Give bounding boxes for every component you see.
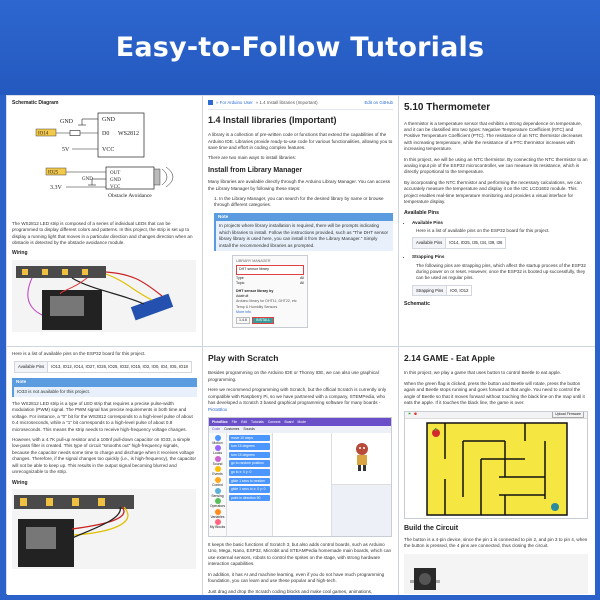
lbl-module: Obstacle Avoidance xyxy=(108,192,152,199)
wiring-photo xyxy=(12,489,196,569)
lbl-gnd-left: GND xyxy=(60,118,73,125)
category-variables[interactable]: Variables xyxy=(209,509,226,520)
app-brand: PictoBlox xyxy=(212,419,228,424)
tab-code[interactable]: Code xyxy=(212,427,221,431)
category-sound[interactable]: Sound xyxy=(209,456,226,467)
para-3: The button is a 4-pin device, since the pin 1 is connected to pin 2, and pin 3 to pin 4, when the button is pressed, the 4 pins are connected, thus closing the circuit. xyxy=(404,537,588,549)
card-schematic xyxy=(7,96,203,347)
strapping-pins-item: • Strapping Pins xyxy=(412,254,590,260)
lbl-io25: IO25 xyxy=(48,170,59,176)
para-1: Besides programming on the Arduino IDE or Thonny IDE, we can also use graphical programming. xyxy=(208,370,379,382)
lbl-out: OUT xyxy=(110,170,121,176)
home-icon[interactable] xyxy=(208,100,213,105)
breadcrumb-page: » 1.4 Install libraries (Important) xyxy=(255,100,318,105)
block-move[interactable]: move 10 steps xyxy=(229,435,270,442)
section-heading: Install from Library Manager xyxy=(208,166,303,174)
lbl-vcc: VCC xyxy=(102,146,115,153)
stop-icon[interactable]: ⬣ xyxy=(414,412,418,417)
schematic-heading: Schematic xyxy=(404,301,430,308)
button-photo xyxy=(404,554,588,594)
lbl-io14: IO14 xyxy=(38,131,49,137)
schematic-diagram xyxy=(12,107,196,217)
para-2: When the green flag is clicked, press the button and Beetle will rotate, press the button again and Beetle stops running and goes forward at that angle. You need to control the angle of Beetle so that it moves forward without touching the black line on the map until it eats the apple. If it touches the black line, the game is over. xyxy=(404,380,585,406)
game-screenshot xyxy=(404,411,588,519)
sprite-icon xyxy=(332,433,392,483)
category-palette xyxy=(209,433,227,537)
page-title: 5.10 Thermometer xyxy=(404,102,491,113)
card-thermometer xyxy=(399,96,595,347)
lib-name: DHT sensor library by xyxy=(236,288,274,293)
category-my-blocks[interactable]: My Blocks xyxy=(209,519,226,530)
block-glide-random[interactable]: glide 1 secs to random xyxy=(229,478,270,485)
maze-map xyxy=(405,419,588,519)
para-3: It keeps the basic functions of Scratch 3, but also adds control boards, such as Arduino Uno, Mega, Nano, ESP32, Microbit and STEAMPedia homemade main boards, which can use external sensors, robots to control the sprites on the stage, with strong hardware interaction capabilities. xyxy=(208,542,392,567)
menu-tutorials[interactable]: Tutorials xyxy=(250,419,264,424)
category-motion[interactable]: Motion xyxy=(209,435,226,446)
available-text: Here is a list of available pins on the ESP32 board for this project. xyxy=(416,228,550,233)
block-point-direction[interactable]: point in direction 90 xyxy=(229,495,270,502)
tab-costumes[interactable]: Costumes xyxy=(224,427,240,431)
card-eat-apple xyxy=(399,347,595,595)
lib-manager-header: LIBRARY MANAGER xyxy=(236,259,271,263)
lib-desc: Arduino library for DHT11, DHT22, etc Temp & Humidity Sensors xyxy=(236,299,297,309)
card1-text: The WS2812 LED strip is composed of a series of individual LEDs that can be programmed to display different colors and patterns. In this project, the strip is set up to display a running light that moves in a particular direction and changes direction when an obstacle is detected by the obstacle avoidance module. xyxy=(12,220,193,246)
page-title: Play with Scratch xyxy=(208,353,279,363)
breadcrumb xyxy=(208,100,393,110)
strapping-pins-table xyxy=(412,285,472,297)
lbl-din: D0 xyxy=(102,130,110,137)
section-heading: Build the Circuit xyxy=(404,524,459,532)
version-select[interactable]: 1.4.6 xyxy=(236,317,250,324)
table-value: IO14, IO25, I35, I34, I39, I36 xyxy=(446,238,506,249)
block-glide-xy[interactable]: glide 1 secs to x: 0 y: 0 xyxy=(229,486,270,493)
block-turn-right[interactable]: turn 15 degrees xyxy=(229,443,270,450)
para-4: In addition, it has AI and machine learning, even if you do not have much programming foundation, you can learn and use these popular and high-tech. xyxy=(208,571,385,584)
category-events[interactable]: Events xyxy=(209,466,226,477)
card-heading: Schematic Diagram xyxy=(12,100,59,106)
page-title: 1.4 Install libraries (Important) xyxy=(208,114,337,125)
app-tabs xyxy=(209,426,391,433)
strapping-text: The following pins are strapping pins, which affect the startup process of the ESP32 during power on or reset. However, once the ESP32 is booted up successfully, they can be used as regular pins. xyxy=(416,262,586,281)
table-value: IO13, IO12, IO14, IO27, IO26, IO25, IO32, IO15, IO2, IO0, IO4, IO5, IO18 xyxy=(48,362,192,373)
lib-search-input[interactable]: DHT sensor library xyxy=(236,265,304,274)
pictoblox-link[interactable]: PictoBlox xyxy=(208,406,228,412)
block-palette xyxy=(227,433,273,537)
available-pins-table xyxy=(412,237,506,249)
lbl-5v: 5V xyxy=(62,146,70,153)
lbl-gnd3: GND xyxy=(82,176,93,182)
lbl-chip: WS2812 xyxy=(118,130,139,137)
lbl-3v3: 3.3V xyxy=(50,184,62,191)
install-button[interactable]: INSTALL xyxy=(252,317,274,324)
card-install-libraries xyxy=(203,96,399,347)
menu-mode[interactable]: Mode xyxy=(297,419,307,424)
tutorial-grid xyxy=(6,95,594,594)
library-manager-screenshot xyxy=(232,255,308,328)
table-key: Strapping Pins xyxy=(413,285,447,296)
stage-toolbar xyxy=(405,412,587,419)
banner xyxy=(0,0,600,95)
upload-firmware-button[interactable]: Upload Firmware xyxy=(552,411,584,418)
available-pins-heading: Available Pins xyxy=(404,209,439,216)
menu-file[interactable]: File xyxy=(231,419,238,424)
code-area[interactable] xyxy=(273,433,331,537)
app-menubar xyxy=(209,418,391,426)
para-1: A library is a collection of pre-written code or functions that extend the capabilities of the Arduino IDE. Libraries provide ready-to-use code for various functionalities, allowing you to save time and effort in coding complex features. xyxy=(208,132,393,150)
green-flag-icon[interactable]: ⚑ xyxy=(408,412,412,417)
card-scratch xyxy=(203,347,399,595)
para-1: The WS2812 LED strip is a type of LED strip that requires a precise pulse-width modulation (PWM) signal. The PWM signal has precise requirements in both time and voltage. For instance, a "0" bit for the WS2812 corresponds to a high-level pulse of about 0.4 microseconds, while a "1" bit corresponds to a high-level pulse of about 0.8 microseconds. This means the strip needs to receive high-frequency voltage changes. xyxy=(12,400,193,432)
para-1: In this project, we play a game that uses button to control Beetle to eat apple. xyxy=(404,370,562,376)
more-info-link[interactable]: More info xyxy=(236,310,251,315)
note-box xyxy=(214,213,393,251)
menu-edit[interactable]: Edit xyxy=(241,419,247,424)
para-2: There are two main ways to install libraries: xyxy=(208,155,297,161)
para-3: Many libraries are available directly through the Arduino Library Manager. You can access the Library Manager by following these steps: xyxy=(208,179,391,191)
available-pins-table xyxy=(14,361,192,373)
table-key: Available Pins xyxy=(413,238,446,249)
category-control[interactable]: Control xyxy=(209,477,226,488)
beetle-icon xyxy=(551,503,559,511)
stage-area[interactable] xyxy=(331,433,391,537)
para-2: However, with a 4.7K pull-up resistor and a 100nf pull-down capacitor on IO33, a simple low-pass filter is created. This type of circuit "smooths out" high-frequency signals, because the capacitor needs some time to charge and discharge when it receives voltage changes. Therefore, if the signal changes too quickly (i.e., is high-frequency), the capacitor will not be able to keep up. This results in the output signal becoming blurred and unrecognizable to the strip. xyxy=(12,437,197,475)
wiring-heading: Wiring xyxy=(12,479,28,486)
type-filter[interactable]: Type All xyxy=(236,275,304,280)
para-5: Just drag and drop the Scratch coding blocks and make cool games, animations, xyxy=(208,588,373,594)
edit-on-github-link[interactable]: Edit on GitHub xyxy=(364,100,393,105)
topic-filter[interactable]: Topic All xyxy=(236,281,304,286)
tab-sounds[interactable]: Sounds xyxy=(243,427,255,431)
note-box xyxy=(12,378,197,397)
note-title: Note xyxy=(14,378,197,386)
category-operators[interactable]: Operators xyxy=(209,498,226,509)
sprite-pane xyxy=(332,484,391,537)
banner-title: Easy-to-Follow Tutorials xyxy=(115,32,485,63)
available-pins-item: • Available Pins xyxy=(412,220,590,226)
step-1: 1. In the Library Manager, you can search for the desired library by name or browse through different categories. xyxy=(214,196,384,208)
note-text: In projects where library installation is required, there will be prompts indicating which libraries to install. Follow the instructions provided, such as "The DHT sensor library library is used here, you can install it from the Library Manager." Simply install the recommended libraries as prompted. xyxy=(219,223,389,248)
menu-board[interactable]: Board xyxy=(284,419,294,424)
wiring-heading: Wiring xyxy=(12,250,28,257)
lbl-vcc2: VCC xyxy=(110,184,121,190)
note-title: Note xyxy=(216,213,393,221)
menu-connect[interactable]: Connect xyxy=(267,419,281,424)
lib-author: Adafruit xyxy=(236,293,249,298)
note-text: IO33 is not available for this project. xyxy=(17,388,91,394)
para-1: A thermistor is a temperature sensor that exhibits a strong dependence on temperature, and it can be classified into two types: Negative Temperature Coefficient (NTC) and Positive Temperature Coefficient (PTC). The resistance of an NTC thermistor decreases with increasing temperature, while the resistance of a PTC thermistor increases with increasing temperature. xyxy=(404,120,583,152)
lbl-gnd: GND xyxy=(102,116,115,123)
card-ws2812-pins xyxy=(7,347,203,595)
lbl-gnd2: GND xyxy=(110,177,121,183)
para-2: Here we recommend programming with Scratch, but the official Scratch is currently only compatible with Raspberry Pi, so we have partnered with a company, STEMPedia, who has developed a Scratch 3 based graphical programming software for many boards - PictoBlox xyxy=(208,387,387,412)
block-goto-random[interactable]: go to random position xyxy=(229,460,270,467)
wiring-photo xyxy=(12,260,196,332)
para-2: In this project, we will be using an NTC thermistor. By connecting the NTC thermistor to an analog input pin of the ESP32 microcontroller, we can measure its resistance, which is directly proportional to the temperature. xyxy=(404,156,588,175)
para-3: By incorporating the NTC thermistor and performing the necessary calculations, we can accurately measure the temperature and display it on the I2C LCD1602 module. This project enables real-time temperature monitoring and provides a visual interface for temperature display. xyxy=(404,179,582,205)
page-title: 2.14 GAME - Eat Apple xyxy=(404,353,495,363)
block-turn-left[interactable]: turn 15 degrees xyxy=(229,452,270,459)
pictoblox-screenshot xyxy=(208,417,392,537)
table-value: IO0, IO12 xyxy=(447,285,472,296)
category-sensing[interactable]: Sensing xyxy=(209,488,226,499)
intro-text: Here is a list of available pins on the ESP32 board for this project. xyxy=(12,351,146,356)
breadcrumb-home[interactable]: » For Arduino User xyxy=(216,100,253,105)
table-key: Available Pins xyxy=(15,362,48,373)
block-goto-xy[interactable]: go to x: 0 y: 0 xyxy=(229,469,270,476)
category-looks[interactable]: Looks xyxy=(209,445,226,456)
